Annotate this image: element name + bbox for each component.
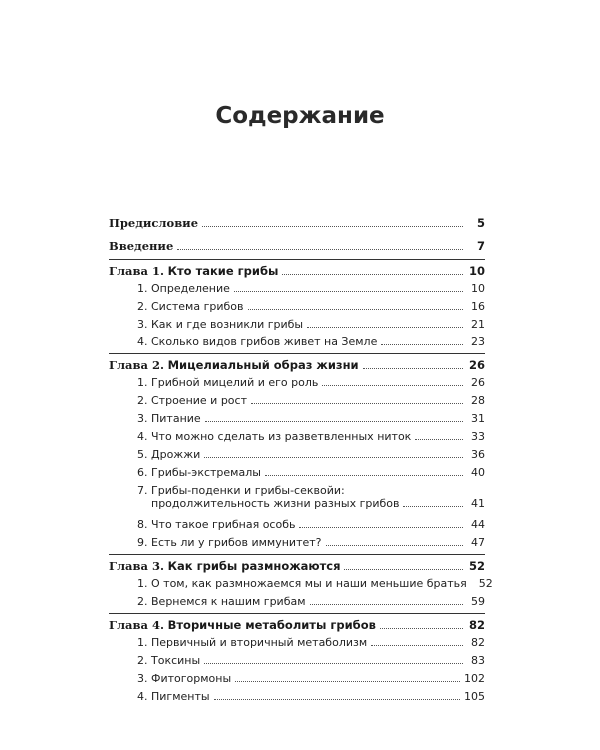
- chapter-title: Мицелиальный образ жизни: [167, 358, 359, 372]
- toc-entry-page: 10: [471, 282, 485, 295]
- toc-section[interactable]: [137, 484, 485, 514]
- toc-section[interactable]: [137, 318, 485, 331]
- toc-entry-page: 59: [471, 595, 485, 608]
- section-number: 5.: [137, 448, 148, 461]
- leader-dots: [307, 327, 463, 328]
- section-number: 2.: [137, 300, 148, 313]
- toc-entry-label: Введение: [109, 239, 174, 253]
- toc-entry-page: 26: [468, 358, 485, 372]
- section-number: 1.: [137, 282, 148, 295]
- section-title: Питание: [151, 412, 201, 425]
- section-title: Что можно сделать из разветвленных ниток: [151, 430, 412, 443]
- toc-section[interactable]: [137, 335, 485, 348]
- section-title: Сколько видов грибов живет на Земле: [151, 335, 378, 348]
- leader-dots: [322, 385, 463, 386]
- leader-dots: [380, 628, 463, 629]
- toc-entry-page: 16: [471, 300, 485, 313]
- leader-dots: [310, 604, 463, 605]
- section-title: Грибы-экстремалы: [151, 466, 261, 479]
- toc-section[interactable]: [137, 577, 493, 590]
- divider: [109, 259, 485, 260]
- toc-chapter-2[interactable]: [109, 358, 485, 372]
- chapter-number: Глава 2.: [109, 358, 164, 372]
- toc-entry-page: 102: [464, 672, 485, 685]
- section-title: Фитогормоны: [151, 672, 232, 685]
- section-number: 9.: [137, 536, 148, 549]
- section-title: Что такое грибная особь: [151, 518, 296, 531]
- leader-dots: [248, 309, 464, 310]
- leader-dots: [177, 249, 463, 250]
- toc-chapter-4[interactable]: [109, 618, 485, 632]
- toc-entry-page: 7: [476, 239, 485, 253]
- toc-entry-page: 10: [468, 264, 485, 278]
- leader-dots: [381, 344, 463, 345]
- toc-entry-page: 105: [464, 690, 485, 703]
- toc-chapter-3[interactable]: [109, 559, 485, 573]
- section-number: 6.: [137, 466, 148, 479]
- toc-section[interactable]: [137, 654, 485, 667]
- toc-section[interactable]: [137, 636, 485, 649]
- section-title: Есть ли у грибов иммунитет?: [151, 536, 322, 549]
- section-number: 4.: [137, 690, 148, 703]
- toc-section[interactable]: [137, 536, 485, 549]
- toc-entry-page: 26: [471, 376, 485, 389]
- toc-section[interactable]: [137, 672, 485, 685]
- section-number: 3.: [137, 318, 148, 331]
- toc-section[interactable]: [137, 595, 485, 608]
- toc-section[interactable]: [137, 394, 485, 407]
- toc-entry-page: 83: [471, 654, 485, 667]
- toc-entry-page: 31: [471, 412, 485, 425]
- chapter-title: Вторичные метаболиты грибов: [167, 618, 376, 632]
- leader-dots: [363, 368, 463, 369]
- toc-entry-page: 23: [471, 335, 485, 348]
- section-title: Пигменты: [151, 690, 210, 703]
- leader-dots: [299, 527, 463, 528]
- section-number: 3.: [137, 412, 148, 425]
- leader-dots: [326, 545, 464, 546]
- section-title: Первичный и вторичный метаболизм: [151, 636, 368, 649]
- chapter-title: Как грибы размножаются: [167, 559, 341, 573]
- toc-entry-page: 52: [478, 577, 493, 590]
- toc-entry-page: 5: [476, 216, 485, 230]
- section-title: Как и где возникли грибы: [151, 318, 304, 331]
- toc-section[interactable]: [137, 430, 485, 443]
- leader-dots: [265, 475, 463, 476]
- leader-dots: [403, 506, 463, 507]
- leader-dots: [251, 403, 463, 404]
- chapter-number: Глава 4.: [109, 618, 164, 632]
- toc-section[interactable]: [137, 300, 485, 313]
- section-number: 4.: [137, 335, 148, 348]
- toc-section[interactable]: [137, 412, 485, 425]
- toc-entry-preface[interactable]: [109, 216, 485, 230]
- toc-section[interactable]: [137, 690, 485, 703]
- divider: [109, 613, 485, 614]
- leader-dots: [202, 226, 463, 227]
- section-number: 2.: [137, 595, 148, 608]
- leader-dots: [415, 439, 463, 440]
- section-number: 7.: [137, 484, 148, 497]
- toc-entry-page: 44: [471, 518, 485, 531]
- toc-entry-page: 47: [471, 536, 485, 549]
- toc-entry-page: 52: [468, 559, 485, 573]
- toc-entry-page: 82: [468, 618, 485, 632]
- toc-entry-page: 28: [471, 394, 485, 407]
- toc-entry-page: 36: [471, 448, 485, 461]
- leader-dots: [205, 421, 463, 422]
- toc-entry-page: 82: [471, 636, 485, 649]
- section-title-continued: продолжительность жизни разных грибов: [151, 497, 400, 510]
- leader-dots: [234, 291, 463, 292]
- toc-section[interactable]: [137, 282, 485, 295]
- section-title: Токсины: [151, 654, 201, 667]
- chapter-number: Глава 1.: [109, 264, 164, 278]
- section-title: Строение и рост: [151, 394, 247, 407]
- divider: [109, 554, 485, 555]
- section-title: Дрожжи: [151, 448, 201, 461]
- toc-entry-introduction[interactable]: [109, 239, 485, 253]
- toc-chapter-1[interactable]: [109, 264, 485, 278]
- section-number: 3.: [137, 672, 148, 685]
- section-title: Определение: [151, 282, 230, 295]
- section-number: 2.: [137, 654, 148, 667]
- toc-section[interactable]: [137, 518, 485, 531]
- section-title: Грибы-поденки и грибы-секвойи:: [151, 484, 345, 497]
- section-number: 1.: [137, 636, 148, 649]
- toc-entry-page: 21: [471, 318, 485, 331]
- toc-section[interactable]: [137, 376, 485, 389]
- toc-entry-page: 41: [471, 497, 485, 510]
- section-number: 4.: [137, 430, 148, 443]
- leader-dots: [344, 569, 463, 570]
- section-number: 8.: [137, 518, 148, 531]
- divider: [109, 353, 485, 354]
- section-title: Вернемся к нашим грибам: [151, 595, 306, 608]
- section-number: 1.: [137, 577, 148, 590]
- page-title: Содержание: [215, 103, 385, 129]
- leader-dots: [204, 457, 463, 458]
- section-title: Система грибов: [151, 300, 244, 313]
- section-number: 2.: [137, 394, 148, 407]
- section-title: О том, как размножаемся мы и наши меньшие братья: [151, 577, 467, 590]
- toc-entry-label: Предисловие: [109, 216, 199, 230]
- chapter-number: Глава 3.: [109, 559, 164, 573]
- leader-dots: [371, 645, 463, 646]
- section-title: Грибной мицелий и его роль: [151, 376, 319, 389]
- leader-dots: [282, 274, 463, 275]
- leader-dots: [235, 681, 460, 682]
- chapter-title: Кто такие грибы: [167, 264, 279, 278]
- toc-section[interactable]: [137, 466, 485, 479]
- section-number: 1.: [137, 376, 148, 389]
- toc-section[interactable]: [137, 448, 485, 461]
- leader-dots: [214, 699, 460, 700]
- toc-entry-page: 40: [471, 466, 485, 479]
- leader-dots: [204, 663, 463, 664]
- toc-entry-page: 33: [471, 430, 485, 443]
